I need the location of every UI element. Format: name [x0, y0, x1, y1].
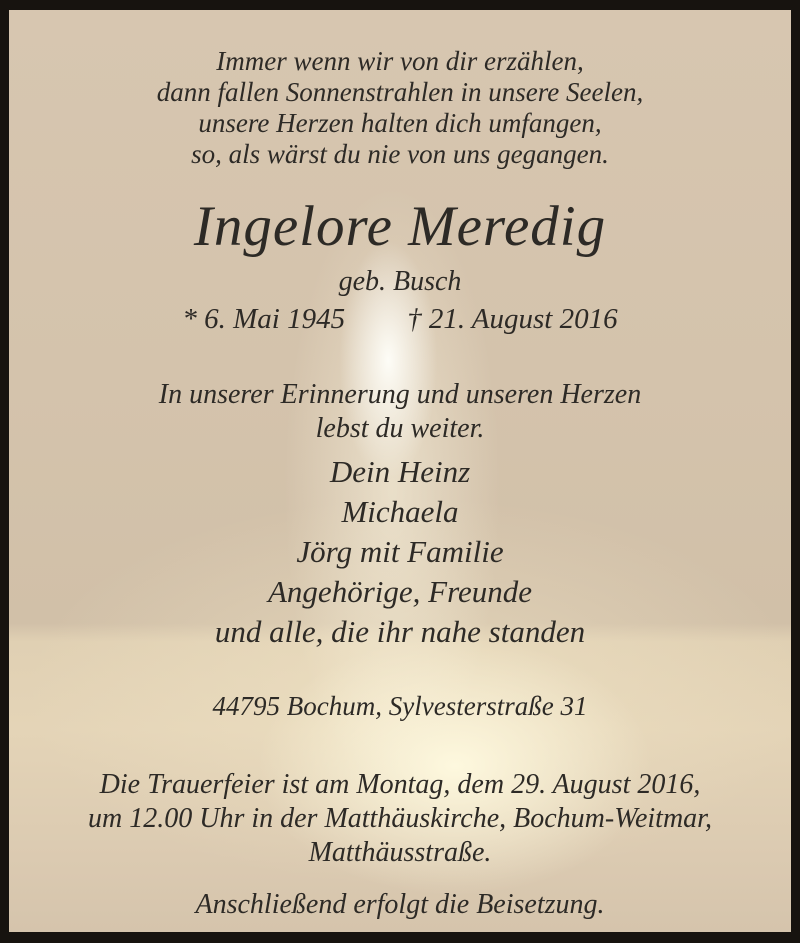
funeral-info-block — [9, 768, 791, 870]
funeral-line: Matthäusstraße. — [308, 837, 492, 868]
mourner-name: Angehörige, Freunde — [268, 574, 532, 609]
mourner-name: Michaela — [341, 494, 459, 529]
home-address: 44795 Bochum, Sylvesterstraße 31 — [212, 691, 588, 721]
death-date: † 21. August 2016 — [407, 303, 618, 335]
mourner-name: und alle, die ihr nahe standen — [214, 614, 586, 649]
burial-note: Anschließend erfolgt die Beisetzung. — [195, 889, 605, 920]
life-dates — [9, 302, 791, 336]
mourner-name: Dein Heinz — [329, 454, 471, 489]
maiden-name: geb. Busch — [338, 266, 462, 297]
obituary-notice-card — [9, 10, 791, 932]
funeral-line: um 12.00 Uhr in der Matthäuskirche, Bochum-Weitmar, — [88, 803, 712, 834]
deceased-name: Ingelore Meredig — [193, 195, 607, 258]
poem-line: dann fallen Sonnenstrahlen in unsere Seelen, — [156, 77, 644, 107]
poem-line: so, als wärst du nie von uns gegangen. — [191, 139, 609, 169]
poem-line: Immer wenn wir von dir erzählen, — [216, 46, 584, 76]
funeral-line: Die Trauerfeier ist am Montag, dem 29. August 2016, — [99, 769, 701, 800]
birth-date: * 6. Mai 1945 — [182, 303, 346, 335]
mourner-name: Jörg mit Familie — [296, 534, 504, 569]
memory-line: In unserer Erinnerung und unseren Herzen — [158, 379, 642, 410]
memory-block — [9, 378, 791, 446]
poem-line: unsere Herzen halten dich umfangen, — [198, 108, 602, 138]
mourners-block — [9, 452, 791, 652]
memory-line: lebst du weiter. — [315, 413, 485, 444]
poem-block — [9, 46, 791, 170]
